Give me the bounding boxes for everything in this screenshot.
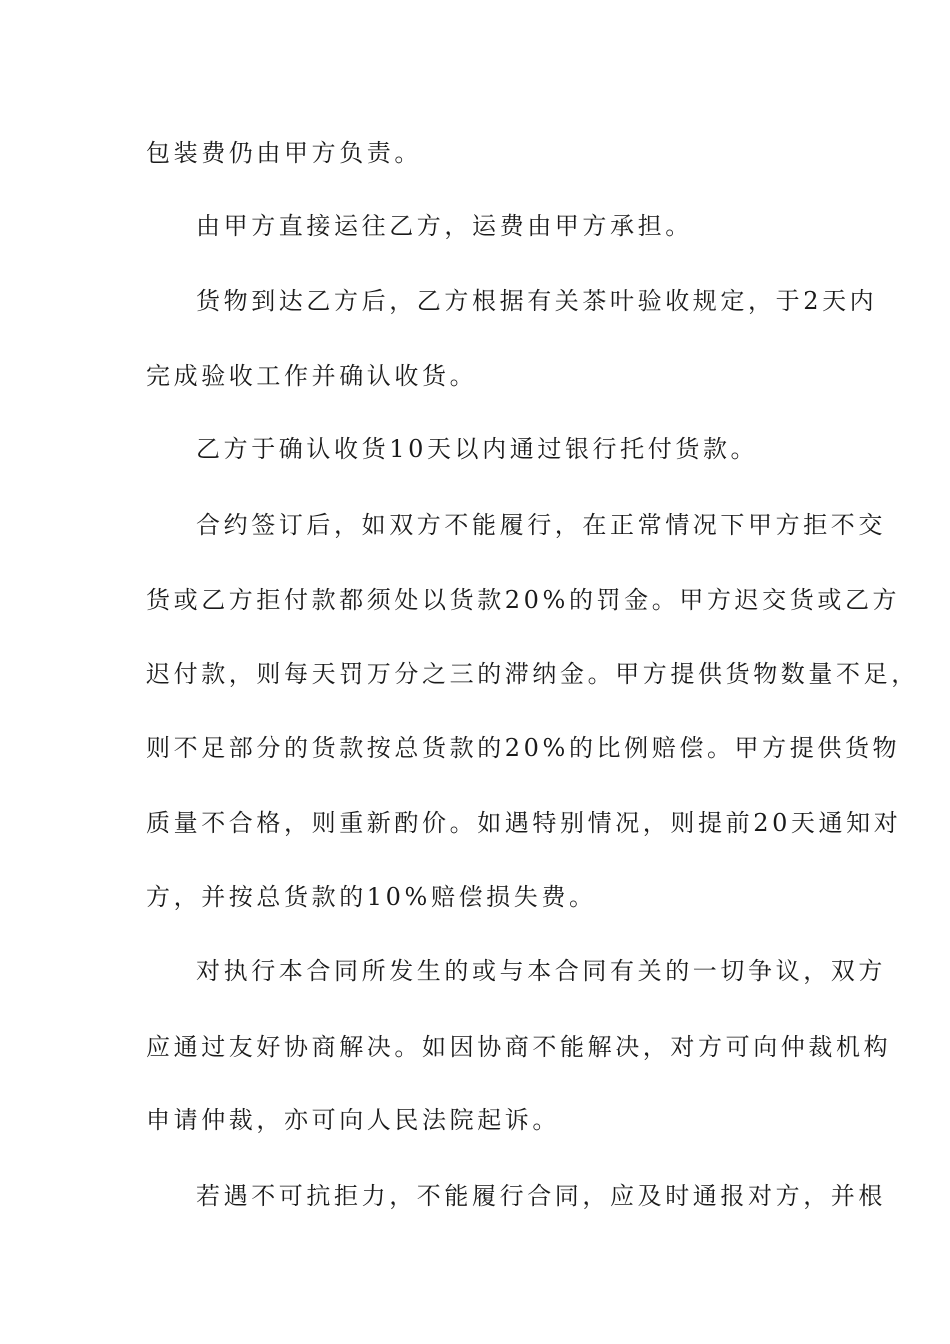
text-line: 对执行本合同所发生的或与本合同有关的一切争议，双方 [196, 957, 886, 985]
text-line: 货或乙方拒付款都须处以货款20%的罚金。甲方迟交货或乙方 [146, 586, 901, 614]
text-line: 则不足部分的货款按总货款的20%的比例赔偿。甲方提供货物 [146, 734, 901, 762]
text-line: 迟付款，则每天罚万分之三的滞纳金。甲方提供货物数量不足， [146, 660, 919, 688]
text-line: 乙方于确认收货10天以内通过银行托付货款。 [196, 435, 759, 463]
text-line: 由甲方直接运往乙方，运费由甲方承担。 [196, 212, 693, 240]
text-line: 方，并按总货款的10%赔偿损失费。 [146, 883, 597, 911]
text-line: 质量不合格，则重新酌价。如遇特别情况，则提前20天通知对 [146, 809, 902, 837]
text-line: 若遇不可抗拒力，不能履行合同，应及时通报对方，并根 [196, 1182, 886, 1210]
text-line: 申请仲裁，亦可向人民法院起诉。 [146, 1106, 560, 1134]
text-line: 合约签订后，如双方不能履行，在正常情况下甲方拒不交 [196, 511, 886, 539]
text-line: 应通过友好协商解决。如因协商不能解决，对方可向仲裁机构 [146, 1033, 892, 1061]
text-line: 货物到达乙方后，乙方根据有关茶叶验收规定，于2天内 [196, 287, 878, 315]
text-line: 包装费仍由甲方负责。 [146, 139, 422, 167]
text-line: 完成验收工作并确认收货。 [146, 362, 478, 390]
